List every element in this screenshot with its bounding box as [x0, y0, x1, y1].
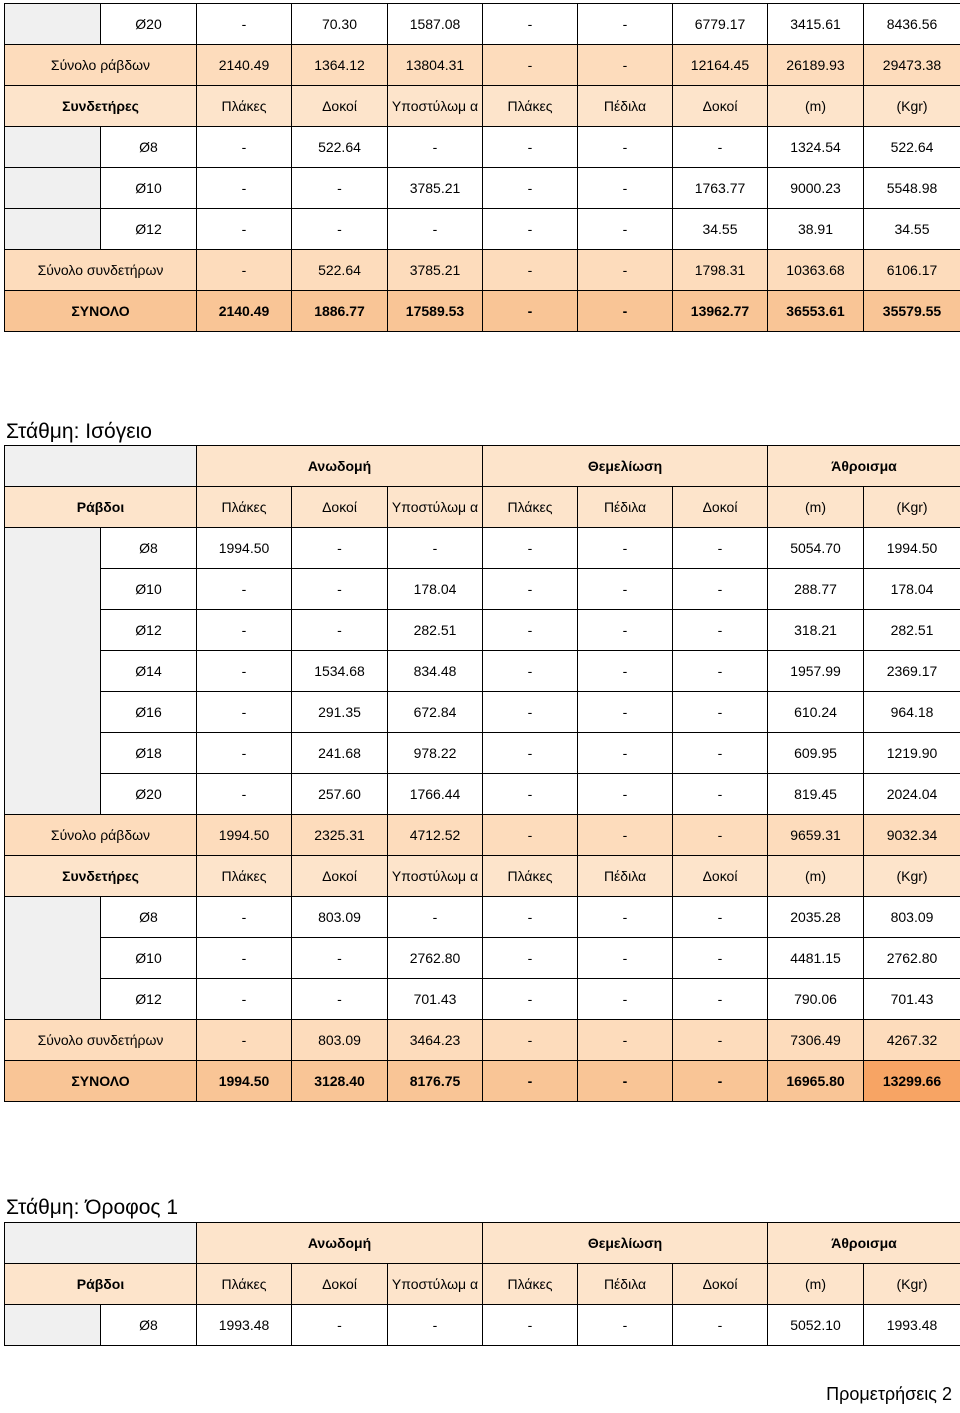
cell: 9659.31	[768, 815, 864, 856]
row-label: Ø12	[101, 610, 197, 651]
cell: -	[578, 938, 673, 979]
isogeio-table	[4, 445, 960, 1102]
cell: -	[673, 1305, 768, 1346]
cell: 34.55	[864, 209, 960, 250]
cell: -	[578, 733, 673, 774]
ties-total-row	[5, 1020, 960, 1061]
column-header-row	[5, 487, 960, 528]
cell: 26189.93	[768, 45, 864, 86]
column-header: Πέδιλα	[578, 487, 673, 528]
cell: -	[578, 45, 673, 86]
cell: 3785.21	[388, 250, 483, 291]
cell: -	[673, 127, 768, 168]
cell: -	[197, 651, 292, 692]
group-header: Θεμελίωση	[483, 446, 768, 487]
cell: -	[483, 979, 578, 1020]
bars-total-row	[5, 45, 960, 86]
table-row	[5, 897, 960, 938]
table-row	[5, 774, 960, 815]
column-header: Πέδιλα	[578, 1264, 673, 1305]
row-label: Ø16	[101, 692, 197, 733]
table-row	[5, 569, 960, 610]
cell: -	[292, 209, 388, 250]
bars-header-label: Ράβδοι	[5, 487, 197, 528]
cell: 5548.98	[864, 168, 960, 209]
cell: 2035.28	[768, 897, 864, 938]
grand-total-row	[5, 291, 960, 332]
cell: -	[388, 897, 483, 938]
cell: 5054.70	[768, 528, 864, 569]
cell: 1994.50	[197, 1061, 292, 1102]
column-header: (m)	[768, 86, 864, 127]
cell: -	[578, 979, 673, 1020]
cell: -	[578, 897, 673, 938]
column-header: (Kgr)	[864, 86, 960, 127]
cell: -	[197, 1020, 292, 1061]
row-label: Ø8	[101, 127, 197, 168]
cell: -	[197, 897, 292, 938]
cell: -	[483, 1305, 578, 1346]
grand-total-row	[5, 1061, 960, 1102]
cell: 3785.21	[388, 168, 483, 209]
cell: -	[483, 610, 578, 651]
column-header: Δοκοί	[673, 86, 768, 127]
row-label: Ø14	[101, 651, 197, 692]
cell: 609.95	[768, 733, 864, 774]
cell: -	[578, 209, 673, 250]
cell: 4267.32	[864, 1020, 960, 1061]
row-spine	[5, 209, 101, 250]
cell: 803.09	[292, 1020, 388, 1061]
ties-header-row	[5, 856, 960, 897]
cell: 7306.49	[768, 1020, 864, 1061]
cell: 2762.80	[864, 938, 960, 979]
cell: -	[483, 4, 578, 45]
cell: -	[292, 168, 388, 209]
table-row	[5, 651, 960, 692]
column-header: Πέδιλα	[578, 86, 673, 127]
column-header: (Kgr)	[864, 1264, 960, 1305]
cell: 1993.48	[864, 1305, 960, 1346]
cell: -	[578, 610, 673, 651]
row-spine	[5, 127, 101, 168]
column-header: (m)	[768, 1264, 864, 1305]
bars-header-label: Ράβδοι	[5, 1264, 197, 1305]
column-header: Πλάκες	[197, 856, 292, 897]
row-label: Ø10	[101, 569, 197, 610]
cell: -	[292, 938, 388, 979]
cell: 241.68	[292, 733, 388, 774]
cell: -	[483, 291, 578, 332]
row-label: Ø20	[101, 774, 197, 815]
cell: -	[673, 897, 768, 938]
cell: 1324.54	[768, 127, 864, 168]
cell: -	[292, 979, 388, 1020]
cell: -	[673, 979, 768, 1020]
cell: 790.06	[768, 979, 864, 1020]
bars-total-row	[5, 815, 960, 856]
cell: 29473.38	[864, 45, 960, 86]
table-row	[5, 610, 960, 651]
column-header: Δοκοί	[673, 487, 768, 528]
cell: -	[578, 774, 673, 815]
cell: 8176.75	[388, 1061, 483, 1102]
group-header-row	[5, 446, 960, 487]
cell: -	[673, 528, 768, 569]
cell: 522.64	[292, 127, 388, 168]
cell: 1364.12	[292, 45, 388, 86]
row-label: Σύνολο συνδετήρων	[5, 250, 197, 291]
cell: -	[197, 127, 292, 168]
table-row	[5, 127, 960, 168]
cell: 9032.34	[864, 815, 960, 856]
column-header: Υποστύλωμ α	[388, 856, 483, 897]
row-label: Ø20	[101, 4, 197, 45]
blank-cell	[5, 1223, 197, 1264]
cell: -	[292, 1305, 388, 1346]
column-header: Πλάκες	[483, 1264, 578, 1305]
cell: 4712.52	[388, 815, 483, 856]
row-spine	[5, 1305, 101, 1346]
ties-header-row	[5, 86, 960, 127]
cell: -	[483, 45, 578, 86]
column-header: Πλάκες	[483, 86, 578, 127]
cell: 701.43	[388, 979, 483, 1020]
cell: 1798.31	[673, 250, 768, 291]
table-row	[5, 1305, 960, 1346]
row-label: Σύνολο ράβδων	[5, 45, 197, 86]
cell: -	[673, 569, 768, 610]
cell: -	[197, 168, 292, 209]
row-label: Ø8	[101, 897, 197, 938]
column-header: Δοκοί	[673, 856, 768, 897]
cell: 2024.04	[864, 774, 960, 815]
cell: 2140.49	[197, 45, 292, 86]
column-header-row	[5, 1264, 960, 1305]
cell: 1763.77	[673, 168, 768, 209]
section-title: Στάθμη: Ισόγειο	[6, 420, 152, 443]
cell: 282.51	[388, 610, 483, 651]
column-header: Δοκοί	[292, 856, 388, 897]
cell: -	[483, 528, 578, 569]
column-header: (Kgr)	[864, 856, 960, 897]
cell: 257.60	[292, 774, 388, 815]
cell: 978.22	[388, 733, 483, 774]
cell: 4481.15	[768, 938, 864, 979]
column-header: Πλάκες	[197, 86, 292, 127]
row-label: ΣΥΝΟΛΟ	[5, 1061, 197, 1102]
cell: 318.21	[768, 610, 864, 651]
cell: -	[483, 692, 578, 733]
table-row	[5, 733, 960, 774]
table-row	[5, 979, 960, 1020]
group-header-row	[5, 1223, 960, 1264]
cell: -	[197, 774, 292, 815]
cell: -	[673, 610, 768, 651]
cell: -	[578, 1061, 673, 1102]
cell: -	[197, 569, 292, 610]
ties-total-row	[5, 250, 960, 291]
row-spine	[5, 528, 101, 815]
cell: 291.35	[292, 692, 388, 733]
column-header: Πλάκες	[197, 1264, 292, 1305]
cell: -	[483, 250, 578, 291]
cell: -	[388, 1305, 483, 1346]
cell: -	[197, 938, 292, 979]
cell: -	[673, 938, 768, 979]
cell: -	[578, 250, 673, 291]
cell: 38.91	[768, 209, 864, 250]
cell: 6106.17	[864, 250, 960, 291]
cell: -	[388, 127, 483, 168]
column-header: Δοκοί	[292, 487, 388, 528]
group-header: Άθροισμα	[768, 446, 960, 487]
cell: -	[483, 815, 578, 856]
cell: -	[483, 209, 578, 250]
cell: 1219.90	[864, 733, 960, 774]
cell: -	[388, 209, 483, 250]
cell: 34.55	[673, 209, 768, 250]
cell: -	[483, 1020, 578, 1061]
cell: 10363.68	[768, 250, 864, 291]
cell: 17589.53	[388, 291, 483, 332]
table-row	[5, 692, 960, 733]
cell: -	[388, 528, 483, 569]
cell: -	[197, 250, 292, 291]
ties-header-label: Συνδετήρες	[5, 856, 197, 897]
cell: -	[673, 1020, 768, 1061]
cell: 35579.55	[864, 291, 960, 332]
group-header: Θεμελίωση	[483, 1223, 768, 1264]
cell: 178.04	[864, 569, 960, 610]
column-header: (m)	[768, 487, 864, 528]
cell: 672.84	[388, 692, 483, 733]
table-row	[5, 4, 960, 45]
blank-cell	[5, 446, 197, 487]
section-title: Στάθμη: Όροφος 1	[6, 1196, 179, 1219]
cell: 803.09	[864, 897, 960, 938]
cell: -	[292, 569, 388, 610]
cell: 9000.23	[768, 168, 864, 209]
cell: -	[578, 692, 673, 733]
cell: -	[578, 651, 673, 692]
cell: -	[578, 291, 673, 332]
group-header: Ανωδομή	[197, 1223, 483, 1264]
cell: 3464.23	[388, 1020, 483, 1061]
cell: -	[673, 815, 768, 856]
cell: 6779.17	[673, 4, 768, 45]
cell: -	[578, 815, 673, 856]
cell: 16965.80	[768, 1061, 864, 1102]
row-label: Ø10	[101, 938, 197, 979]
table-row	[5, 209, 960, 250]
cell: -	[578, 1305, 673, 1346]
cell: 13962.77	[673, 291, 768, 332]
cell: -	[292, 528, 388, 569]
column-header: Πλάκες	[483, 487, 578, 528]
row-label: Ø8	[101, 1305, 197, 1346]
column-header: (Kgr)	[864, 487, 960, 528]
cell: 610.24	[768, 692, 864, 733]
highlight-cell: 13299.66	[864, 1061, 960, 1102]
cell: 819.45	[768, 774, 864, 815]
cell: -	[578, 528, 673, 569]
cell: 13804.31	[388, 45, 483, 86]
row-label: Σύνολο συνδετήρων	[5, 1020, 197, 1061]
page-footer: Προμετρήσεις 2	[826, 1384, 952, 1404]
column-header: Δοκοί	[292, 1264, 388, 1305]
cell: 2369.17	[864, 651, 960, 692]
cell: -	[197, 692, 292, 733]
column-header: Πέδιλα	[578, 856, 673, 897]
column-header: Δοκοί	[292, 86, 388, 127]
row-label: Σύνολο ράβδων	[5, 815, 197, 856]
column-header: Πλάκες	[483, 856, 578, 897]
cell: -	[673, 1061, 768, 1102]
column-header: Πλάκες	[197, 487, 292, 528]
cell: -	[578, 1020, 673, 1061]
cell: -	[673, 774, 768, 815]
cell: -	[578, 569, 673, 610]
cell: 1886.77	[292, 291, 388, 332]
cell: -	[483, 938, 578, 979]
table-row	[5, 938, 960, 979]
cell: -	[483, 897, 578, 938]
cell: 3415.61	[768, 4, 864, 45]
cell: -	[578, 4, 673, 45]
cell: 1534.68	[292, 651, 388, 692]
cell: -	[197, 4, 292, 45]
ties-header-label: Συνδετήρες	[5, 86, 197, 127]
cell: 803.09	[292, 897, 388, 938]
cell: -	[483, 127, 578, 168]
group-header: Άθροισμα	[768, 1223, 960, 1264]
column-header: Υποστύλωμ α	[388, 86, 483, 127]
cell: -	[483, 733, 578, 774]
cell: 3128.40	[292, 1061, 388, 1102]
row-label: ΣΥΝΟΛΟ	[5, 291, 197, 332]
row-spine	[5, 168, 101, 209]
table-row	[5, 168, 960, 209]
cell: -	[197, 733, 292, 774]
top-table	[4, 3, 960, 332]
cell: -	[197, 979, 292, 1020]
cell: 2140.49	[197, 291, 292, 332]
row-spine	[5, 4, 101, 45]
cell: 1766.44	[388, 774, 483, 815]
group-header: Ανωδομή	[197, 446, 483, 487]
cell: -	[673, 651, 768, 692]
cell: -	[197, 209, 292, 250]
cell: 5052.10	[768, 1305, 864, 1346]
cell: 1993.48	[197, 1305, 292, 1346]
cell: 8436.56	[864, 4, 960, 45]
column-header: (m)	[768, 856, 864, 897]
cell: 1994.50	[197, 528, 292, 569]
cell: 701.43	[864, 979, 960, 1020]
row-spine	[5, 897, 101, 1020]
cell: 964.18	[864, 692, 960, 733]
cell: 70.30	[292, 4, 388, 45]
cell: 834.48	[388, 651, 483, 692]
cell: 1994.50	[197, 815, 292, 856]
cell: 282.51	[864, 610, 960, 651]
cell: -	[578, 168, 673, 209]
cell: -	[483, 168, 578, 209]
cell: -	[578, 127, 673, 168]
cell: -	[673, 692, 768, 733]
cell: -	[197, 610, 292, 651]
cell: -	[673, 733, 768, 774]
cell: 2325.31	[292, 815, 388, 856]
column-header: Δοκοί	[673, 1264, 768, 1305]
cell: -	[483, 651, 578, 692]
cell: 522.64	[864, 127, 960, 168]
cell: 522.64	[292, 250, 388, 291]
cell: 36553.61	[768, 291, 864, 332]
cell: 1994.50	[864, 528, 960, 569]
column-header: Υποστύλωμ α	[388, 1264, 483, 1305]
row-label: Ø18	[101, 733, 197, 774]
cell: 178.04	[388, 569, 483, 610]
cell: -	[483, 774, 578, 815]
cell: -	[483, 569, 578, 610]
cell: 1957.99	[768, 651, 864, 692]
orofos1-table	[4, 1222, 960, 1346]
cell: 1587.08	[388, 4, 483, 45]
row-label: Ø8	[101, 528, 197, 569]
row-label: Ø12	[101, 979, 197, 1020]
cell: -	[292, 610, 388, 651]
row-label: Ø12	[101, 209, 197, 250]
cell: -	[483, 1061, 578, 1102]
row-label: Ø10	[101, 168, 197, 209]
cell: 2762.80	[388, 938, 483, 979]
table-row	[5, 528, 960, 569]
column-header: Υποστύλωμ α	[388, 487, 483, 528]
cell: 288.77	[768, 569, 864, 610]
cell: 12164.45	[673, 45, 768, 86]
